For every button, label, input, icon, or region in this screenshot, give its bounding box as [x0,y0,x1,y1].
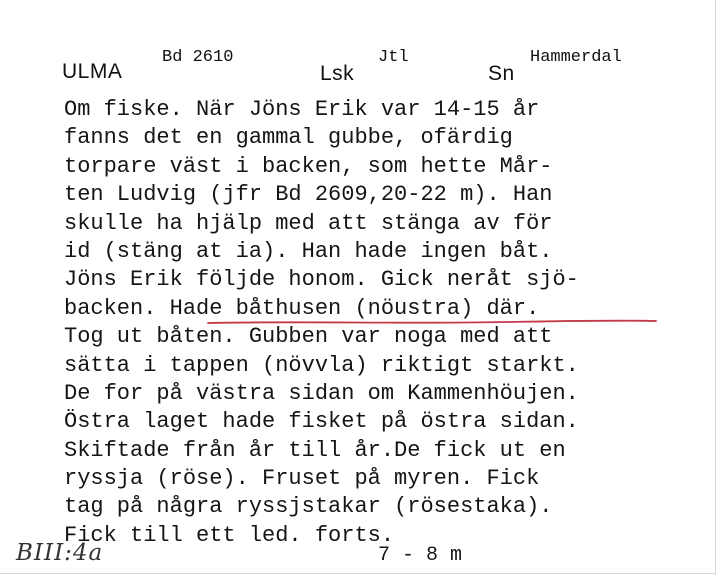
body-line: Jöns Erik följde honom. Gick neråt sjö- [64,267,579,293]
body-line: backen. Hade båthusen (nöustra) där. [64,295,540,321]
body-line: ten Ludvig (jfr Bd 2609,20-22 m). Han [64,182,553,208]
body-line: Skiftade från år till år.De fick ut en [64,437,566,463]
body-line: skulle ha hjälp med att stänga av för [64,210,553,236]
archive-code: BIII:4a [16,540,104,566]
volume-value: Bd 2610 [162,48,234,67]
body-line: Om fiske. När Jöns Erik var 14-15 år [64,97,540,122]
body-line: torpare väst i backen, som hette Mår- [64,153,553,179]
handwritten-underline [206,318,658,326]
body-line: fanns det en gammal gubbe, ofärdig [64,125,513,151]
body-line: Tog ut båten. Gubben var noga med att [64,324,553,350]
body-line: De for på västra sidan om Kammenhöujen. [64,380,579,406]
body-line: Östra laget hade fisket på östra sidan. [64,409,579,435]
county-value: Jtl [378,48,409,67]
body-line: ryssja (röse). Fruset på myren. Fick [64,466,540,492]
district-value: Hammerdal [530,48,622,67]
body-line: tag på några ryssjstakar (rösestaka). [64,494,553,520]
body-line: sätta i tappen (növvla) riktigt starkt. [64,352,579,378]
parish-code-label: ULMA [62,60,123,83]
body-line: id (stäng at ia). Han hade ingen båt. [64,238,553,264]
county-label: Lsk [320,62,355,85]
district-label: Sn [488,62,515,85]
body-line: Fick till ett led. forts. [64,522,395,548]
page-range: 7 - 8 m [378,544,463,567]
